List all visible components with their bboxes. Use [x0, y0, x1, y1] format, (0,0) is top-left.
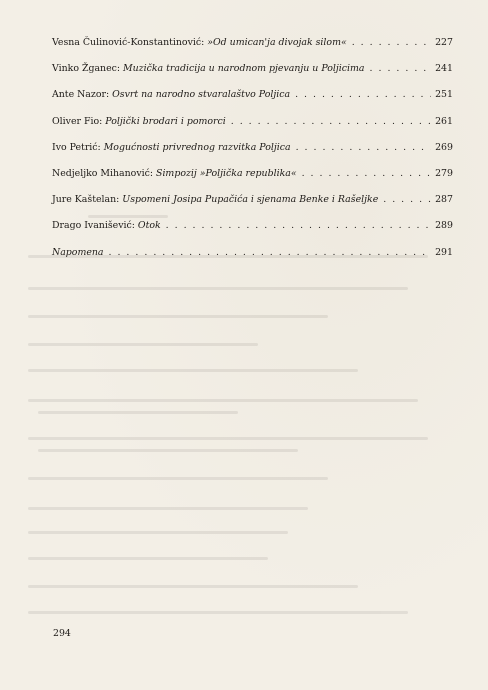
entry-page-number: 289 — [435, 220, 453, 232]
entry-author: Jure Kaštelan: — [52, 194, 120, 206]
entry-title: Napomena — [52, 246, 104, 258]
entry-author: Nedjeljko Mihanović: — [52, 167, 154, 179]
toc-entry — [52, 89, 453, 115]
entry-page-number: 287 — [435, 194, 453, 206]
entry-page-number: 227 — [435, 37, 453, 48]
entry-author: Drago Ivanišević: — [52, 220, 135, 232]
entry-author: Vesna Čulinović-Konstantinović: — [52, 37, 205, 48]
entry-page-number: 261 — [435, 115, 453, 127]
entry-author: Ivo Petrić: — [52, 141, 101, 153]
toc-entry — [52, 116, 453, 142]
dot-leader — [352, 37, 431, 49]
dot-leader — [109, 247, 431, 259]
toc-entry — [52, 142, 453, 168]
entry-title: Muzička tradicija u narodnom pjevanju u Poljicima — [123, 63, 365, 75]
dot-leader — [370, 63, 431, 75]
toc-entry — [52, 194, 453, 220]
dot-leader — [296, 142, 431, 154]
dot-leader — [166, 220, 431, 232]
dot-leader — [231, 116, 431, 128]
entry-title: Uspomeni Josipa Pupačića i sjenama Benke i Rašeljke — [122, 194, 379, 206]
toc-entry — [52, 168, 453, 194]
toc-entry — [52, 63, 453, 89]
entry-author: Oliver Fio: — [52, 115, 103, 127]
entry-page-number: 291 — [435, 246, 453, 258]
toc-entry — [52, 247, 453, 273]
dot-leader — [383, 194, 431, 206]
entry-page-number: 269 — [435, 141, 453, 153]
table-of-contents — [52, 37, 453, 273]
show-through-text — [28, 215, 468, 635]
entry-title: Osvrt na narodno stvaralaštvo Poljica — [112, 89, 291, 101]
entry-page-number: 251 — [435, 89, 453, 101]
toc-entry — [52, 37, 453, 63]
entry-author: Ante Nazor: — [52, 89, 110, 101]
entry-title: Simpozij »Poljička republika« — [156, 167, 297, 179]
dot-leader — [295, 89, 431, 101]
entry-title: Poljički brodari i pomorci — [105, 115, 226, 127]
entry-page-number: 279 — [435, 167, 453, 179]
entry-title: »Od umican'ja divojak silom« — [207, 37, 347, 48]
dot-leader — [302, 168, 431, 180]
entry-page-number: 241 — [435, 63, 453, 75]
entry-title: Mogućnosti privrednog razvitka Poljica — [103, 141, 291, 153]
toc-entry — [52, 220, 453, 246]
entry-author: Vinko Žganec: — [52, 63, 121, 75]
entry-title: Otok — [137, 220, 161, 232]
page-number: 294 — [53, 628, 71, 639]
